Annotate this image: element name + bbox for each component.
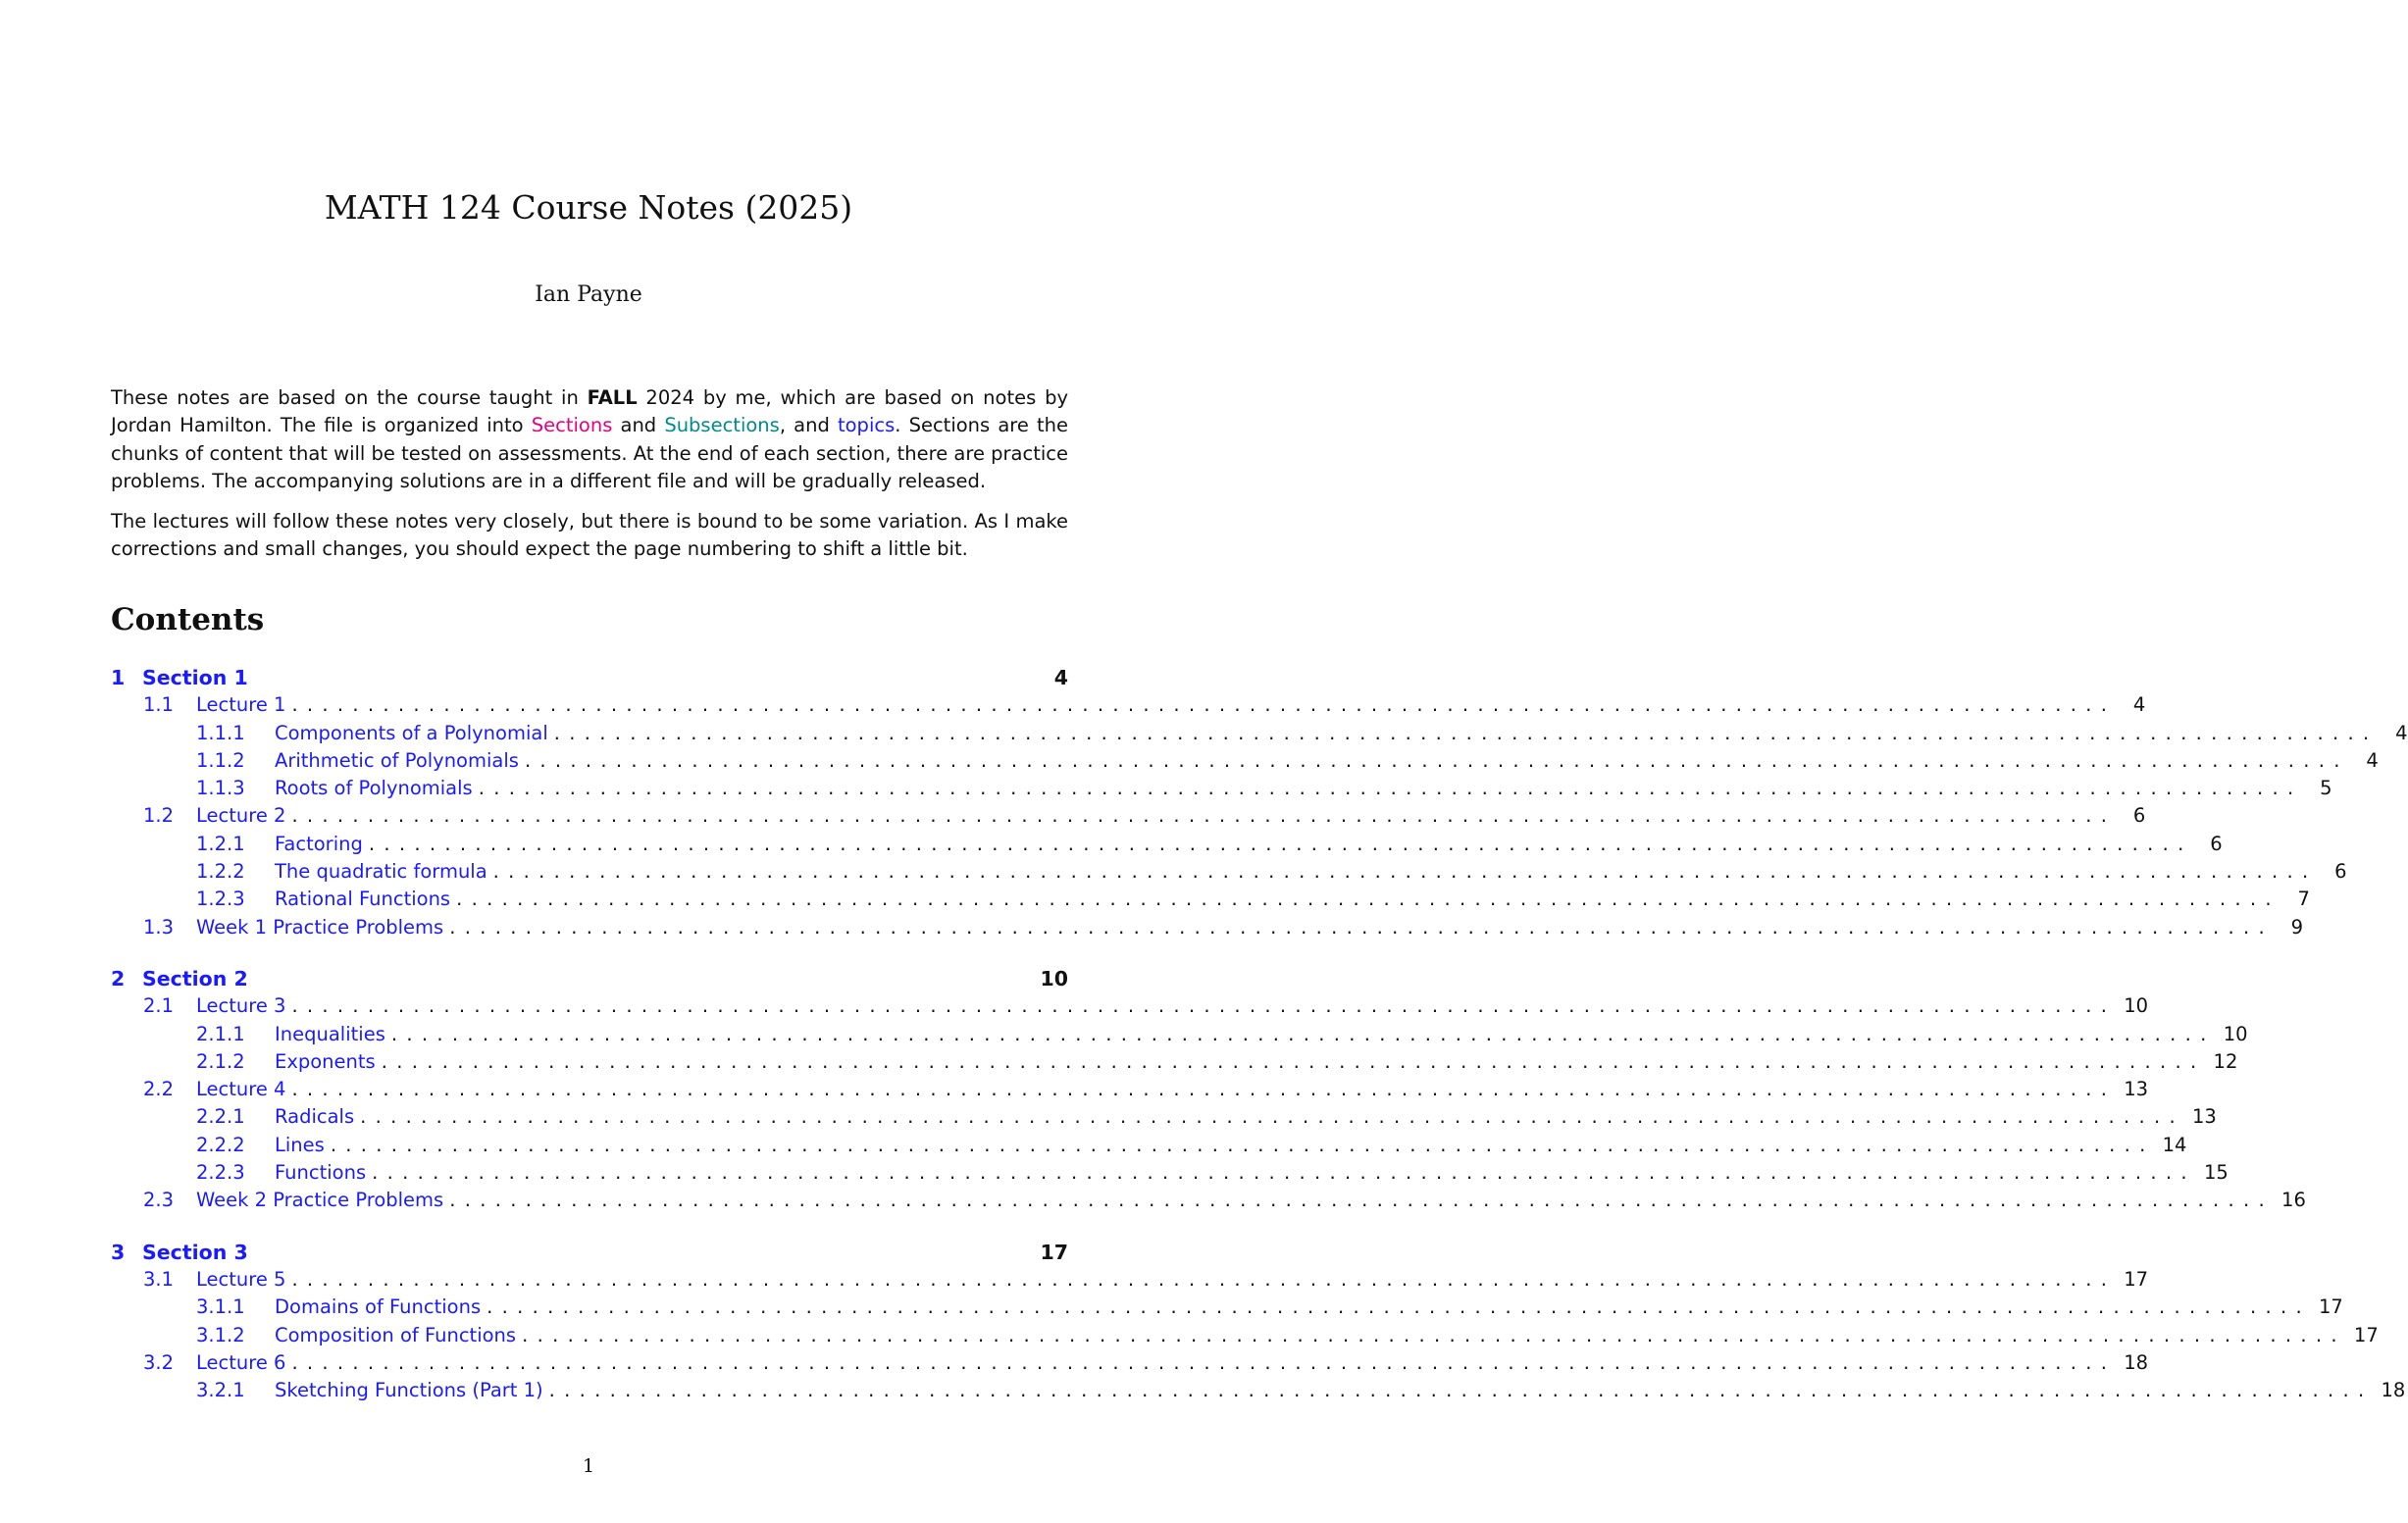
toc-leader-dots: ........................................................................................................................ <box>390 1022 2216 1045</box>
toc-entry-number: 2.2.3 <box>196 1161 245 1185</box>
toc-entry-number: 2.2.2 <box>196 1133 245 1156</box>
toc-topic-entry[interactable] <box>111 1132 2187 1159</box>
toc-leader-dots: ........................................................................................................................ <box>291 1350 2117 1374</box>
toc-entry-title-link[interactable]: Lecture 1 <box>196 693 286 717</box>
contents-heading: Contents <box>111 602 265 637</box>
toc-leader-dots: ........................................................................................................................ <box>522 1323 2346 1346</box>
toc-entry-title-link[interactable]: Lecture 6 <box>196 1350 286 1374</box>
toc-topic-entry[interactable] <box>111 1294 2343 1321</box>
toc-entry-title-link[interactable]: Domains of Functions <box>275 1295 482 1319</box>
toc-topic-entry[interactable] <box>111 858 2347 886</box>
intro-text-run: and <box>612 414 665 437</box>
toc-entry-title-link[interactable]: Arithmetic of Polynomials <box>275 748 519 772</box>
toc-leader-dots: ........................................................................................................................ <box>368 832 2193 855</box>
toc-entry-number: 3.1 <box>143 1267 175 1291</box>
toc-entry-number: 1.2 <box>143 804 175 828</box>
toc-entry-title-link[interactable]: Inequalities <box>275 1022 385 1045</box>
toc-leader-dots: ........................................................................................................................ <box>478 777 2303 800</box>
intro-paragraph-1 <box>111 384 1068 495</box>
toc-subsection-entry[interactable] <box>111 1266 2149 1294</box>
toc-page-number: 16 <box>2281 1189 2306 1212</box>
toc-page-number: 10 <box>2124 994 2149 1018</box>
toc-section-entry[interactable] <box>111 1239 1068 1266</box>
toc-entry-number: 2.1 <box>143 994 175 1018</box>
toc-entry-title-link[interactable]: Section 1 <box>142 666 248 689</box>
toc-page-number: 6 <box>2132 804 2146 828</box>
toc-leader-dots: ........................................................................................................................ <box>381 1049 2206 1073</box>
intro-text-run: These notes are based on the course taught in <box>111 386 588 409</box>
toc-topic-entry[interactable] <box>111 886 2310 913</box>
toc-entry-number: 3.2 <box>143 1350 175 1374</box>
toc-leader-dots: ........................................................................................................................ <box>372 1161 2196 1185</box>
toc-entry-title-link[interactable]: Composition of Functions <box>275 1323 517 1346</box>
toc-leader-dots: ........................................................................................................................ <box>360 1105 2184 1129</box>
toc-entry-number: 2 <box>111 966 126 990</box>
toc-entry-number: 1.1 <box>143 693 175 717</box>
toc-page-number: 7 <box>2297 888 2310 911</box>
toc-leader-dots: ........................................................................................................................ <box>487 1295 2311 1319</box>
toc-leader-dots: ........................................................................................................................ <box>456 888 2280 911</box>
toc-page-number: 4 <box>2366 748 2379 772</box>
toc-leader-dots: ........................................................................................................................ <box>553 721 2379 744</box>
toc-entry-title-link[interactable]: Components of a Polynomial <box>275 721 548 744</box>
toc-topic-entry[interactable] <box>111 1159 2229 1187</box>
toc-entry-title-link[interactable]: Lecture 3 <box>196 994 286 1018</box>
toc-page-number: 15 <box>2203 1161 2229 1185</box>
toc-entry-title-link[interactable]: Factoring <box>275 832 363 855</box>
toc-page-number: 10 <box>2223 1022 2248 1045</box>
toc-leader-dots: ........................................................................................................................ <box>548 1379 2374 1402</box>
toc-page-number: 12 <box>2213 1049 2238 1073</box>
toc-entry-number: 2.2 <box>143 1078 175 1101</box>
table-of-contents <box>111 664 2408 1404</box>
toc-page-number: 13 <box>2191 1105 2217 1129</box>
toc-leader-dots: ........................................................................................................................ <box>291 994 2117 1018</box>
page-number: 1 <box>582 1455 595 1477</box>
toc-section-entry[interactable] <box>111 965 1068 992</box>
toc-entry-number: 3.1.1 <box>196 1295 245 1319</box>
toc-entry-number: 1.2.3 <box>196 888 245 911</box>
toc-page-number: 4 <box>2395 721 2408 744</box>
toc-page-number: 13 <box>2124 1078 2149 1101</box>
toc-page-number: 6 <box>2334 860 2347 884</box>
toc-page-number: 17 <box>2318 1295 2343 1319</box>
toc-entry-title-link[interactable]: Lecture 2 <box>196 804 286 828</box>
toc-entry-title-link[interactable]: Section 2 <box>142 966 248 990</box>
document-author: Ian Payne <box>535 282 642 307</box>
toc-page-number: 5 <box>2320 777 2332 800</box>
toc-page-number: 4 <box>2132 693 2146 717</box>
toc-entry-number: 3.1.2 <box>196 1323 245 1346</box>
toc-entry-title-link[interactable]: Functions <box>275 1161 367 1185</box>
toc-leader-dots: ........................................................................................................................ <box>524 748 2349 772</box>
toc-page-number: 4 <box>1053 666 1068 689</box>
toc-entry-number: 2.1.2 <box>196 1049 245 1073</box>
subsections-colored-word: Subsections <box>664 414 780 437</box>
toc-leader-dots: ........................................................................................................................ <box>291 804 2117 828</box>
toc-page-number: 17 <box>2353 1323 2379 1346</box>
toc-entry-number: 2.3 <box>143 1189 175 1212</box>
toc-leader-dots: ........................................................................................................................ <box>330 1133 2155 1156</box>
toc-entry-title-link[interactable]: Week 1 Practice Problems <box>196 915 444 939</box>
toc-subsection-entry[interactable] <box>111 802 2146 830</box>
toc-subsection-entry[interactable] <box>111 914 2304 941</box>
sections-colored-word: Sections <box>531 414 613 437</box>
toc-leader-dots: ........................................................................................................................ <box>291 1267 2117 1291</box>
toc-entry-number: 2.1.1 <box>196 1022 245 1045</box>
intro-text <box>111 384 1068 564</box>
toc-topic-entry[interactable] <box>111 747 2379 775</box>
toc-section-gap <box>111 1215 1068 1239</box>
toc-entry-title-link[interactable]: The quadratic formula <box>275 860 487 884</box>
toc-leader-dots: ........................................................................................................................ <box>291 693 2117 717</box>
toc-page-number: 17 <box>1040 1240 1068 1264</box>
toc-entry-title-link[interactable]: Radicals <box>275 1105 355 1129</box>
intro-bold-fall: FALL <box>587 386 638 409</box>
toc-topic-entry[interactable] <box>111 1021 2248 1048</box>
toc-entry-title-link[interactable]: Sketching Functions (Part 1) <box>275 1379 543 1402</box>
toc-topic-entry[interactable] <box>111 1377 2406 1404</box>
toc-entry-title-link[interactable]: Lecture 4 <box>196 1078 286 1101</box>
toc-entry-number: 1.2.1 <box>196 832 245 855</box>
toc-entry-title-link[interactable]: Week 2 Practice Problems <box>196 1189 444 1212</box>
toc-entry-number: 1.3 <box>143 915 175 939</box>
toc-entry-number: 1.1.3 <box>196 777 245 800</box>
toc-entry-title-link[interactable]: Exponents <box>275 1049 376 1073</box>
toc-subsection-entry[interactable] <box>111 1187 2306 1214</box>
toc-subsection-entry[interactable] <box>111 1076 2149 1103</box>
toc-entry-number: 1 <box>111 666 126 689</box>
toc-subsection-entry[interactable] <box>111 691 2146 719</box>
toc-page-number: 10 <box>1040 966 1068 990</box>
toc-page-number: 17 <box>2124 1267 2149 1291</box>
toc-subsection-entry[interactable] <box>111 1349 2149 1377</box>
toc-entry-number: 1.1.1 <box>196 721 245 744</box>
toc-section-gap <box>111 941 1068 965</box>
toc-topic-entry[interactable] <box>111 1103 2217 1131</box>
toc-subsection-entry[interactable] <box>111 992 2149 1020</box>
toc-page-number: 14 <box>2162 1133 2187 1156</box>
toc-leader-dots: ........................................................................................................................ <box>291 1078 2117 1101</box>
toc-entry-title-link[interactable]: Roots of Polynomials <box>275 777 473 800</box>
toc-page-number: 6 <box>2210 832 2223 855</box>
toc-topic-entry[interactable] <box>111 1048 2238 1076</box>
toc-entry-title-link[interactable]: Rational Functions <box>275 888 451 911</box>
topics-colored-word: topics <box>837 414 896 437</box>
toc-entry-number: 1.1.2 <box>196 748 245 772</box>
toc-leader-dots: ........................................................................................................................ <box>492 860 2318 884</box>
toc-page-number: 18 <box>2381 1379 2406 1402</box>
toc-entry-title-link[interactable]: Lines <box>275 1133 325 1156</box>
toc-entry-number: 3 <box>111 1240 126 1264</box>
toc-topic-entry[interactable] <box>111 831 2223 858</box>
toc-entry-title-link[interactable]: Lecture 5 <box>196 1267 286 1291</box>
toc-entry-number: 1.2.2 <box>196 860 245 884</box>
toc-topic-entry[interactable] <box>111 1322 2379 1349</box>
intro-text-run: , and <box>779 414 838 437</box>
toc-section-entry[interactable] <box>111 664 1068 691</box>
intro-text-run: 2024 by me, which are based on notes by Jordan Hamilton. The file is organized into <box>111 386 1068 437</box>
intro-text-run: . Sections are the chunks of content that will be tested on assessments. At the end of each section, there are practice problems. The accompanying solutions are in a different file and will be gradually released. <box>111 414 1068 492</box>
toc-topic-entry[interactable] <box>111 775 2332 802</box>
toc-entry-number: 2.2.1 <box>196 1105 245 1129</box>
intro-paragraph-2: The lectures will follow these notes very closely, but there is bound to be some variation. As I make corrections and small changes, you should expect the page numbering to shift a little bit. <box>111 510 1068 561</box>
toc-page-number: 18 <box>2124 1350 2149 1374</box>
document-title: MATH 124 Course Notes (2025) <box>324 188 853 227</box>
toc-entry-title-link[interactable]: Section 3 <box>142 1240 248 1264</box>
toc-leader-dots: ........................................................................................................................ <box>449 915 2275 939</box>
toc-entry-number: 3.2.1 <box>196 1379 245 1402</box>
toc-page-number: 9 <box>2290 915 2304 939</box>
toc-leader-dots: ........................................................................................................................ <box>449 1189 2275 1212</box>
toc-topic-entry[interactable] <box>111 720 2408 747</box>
